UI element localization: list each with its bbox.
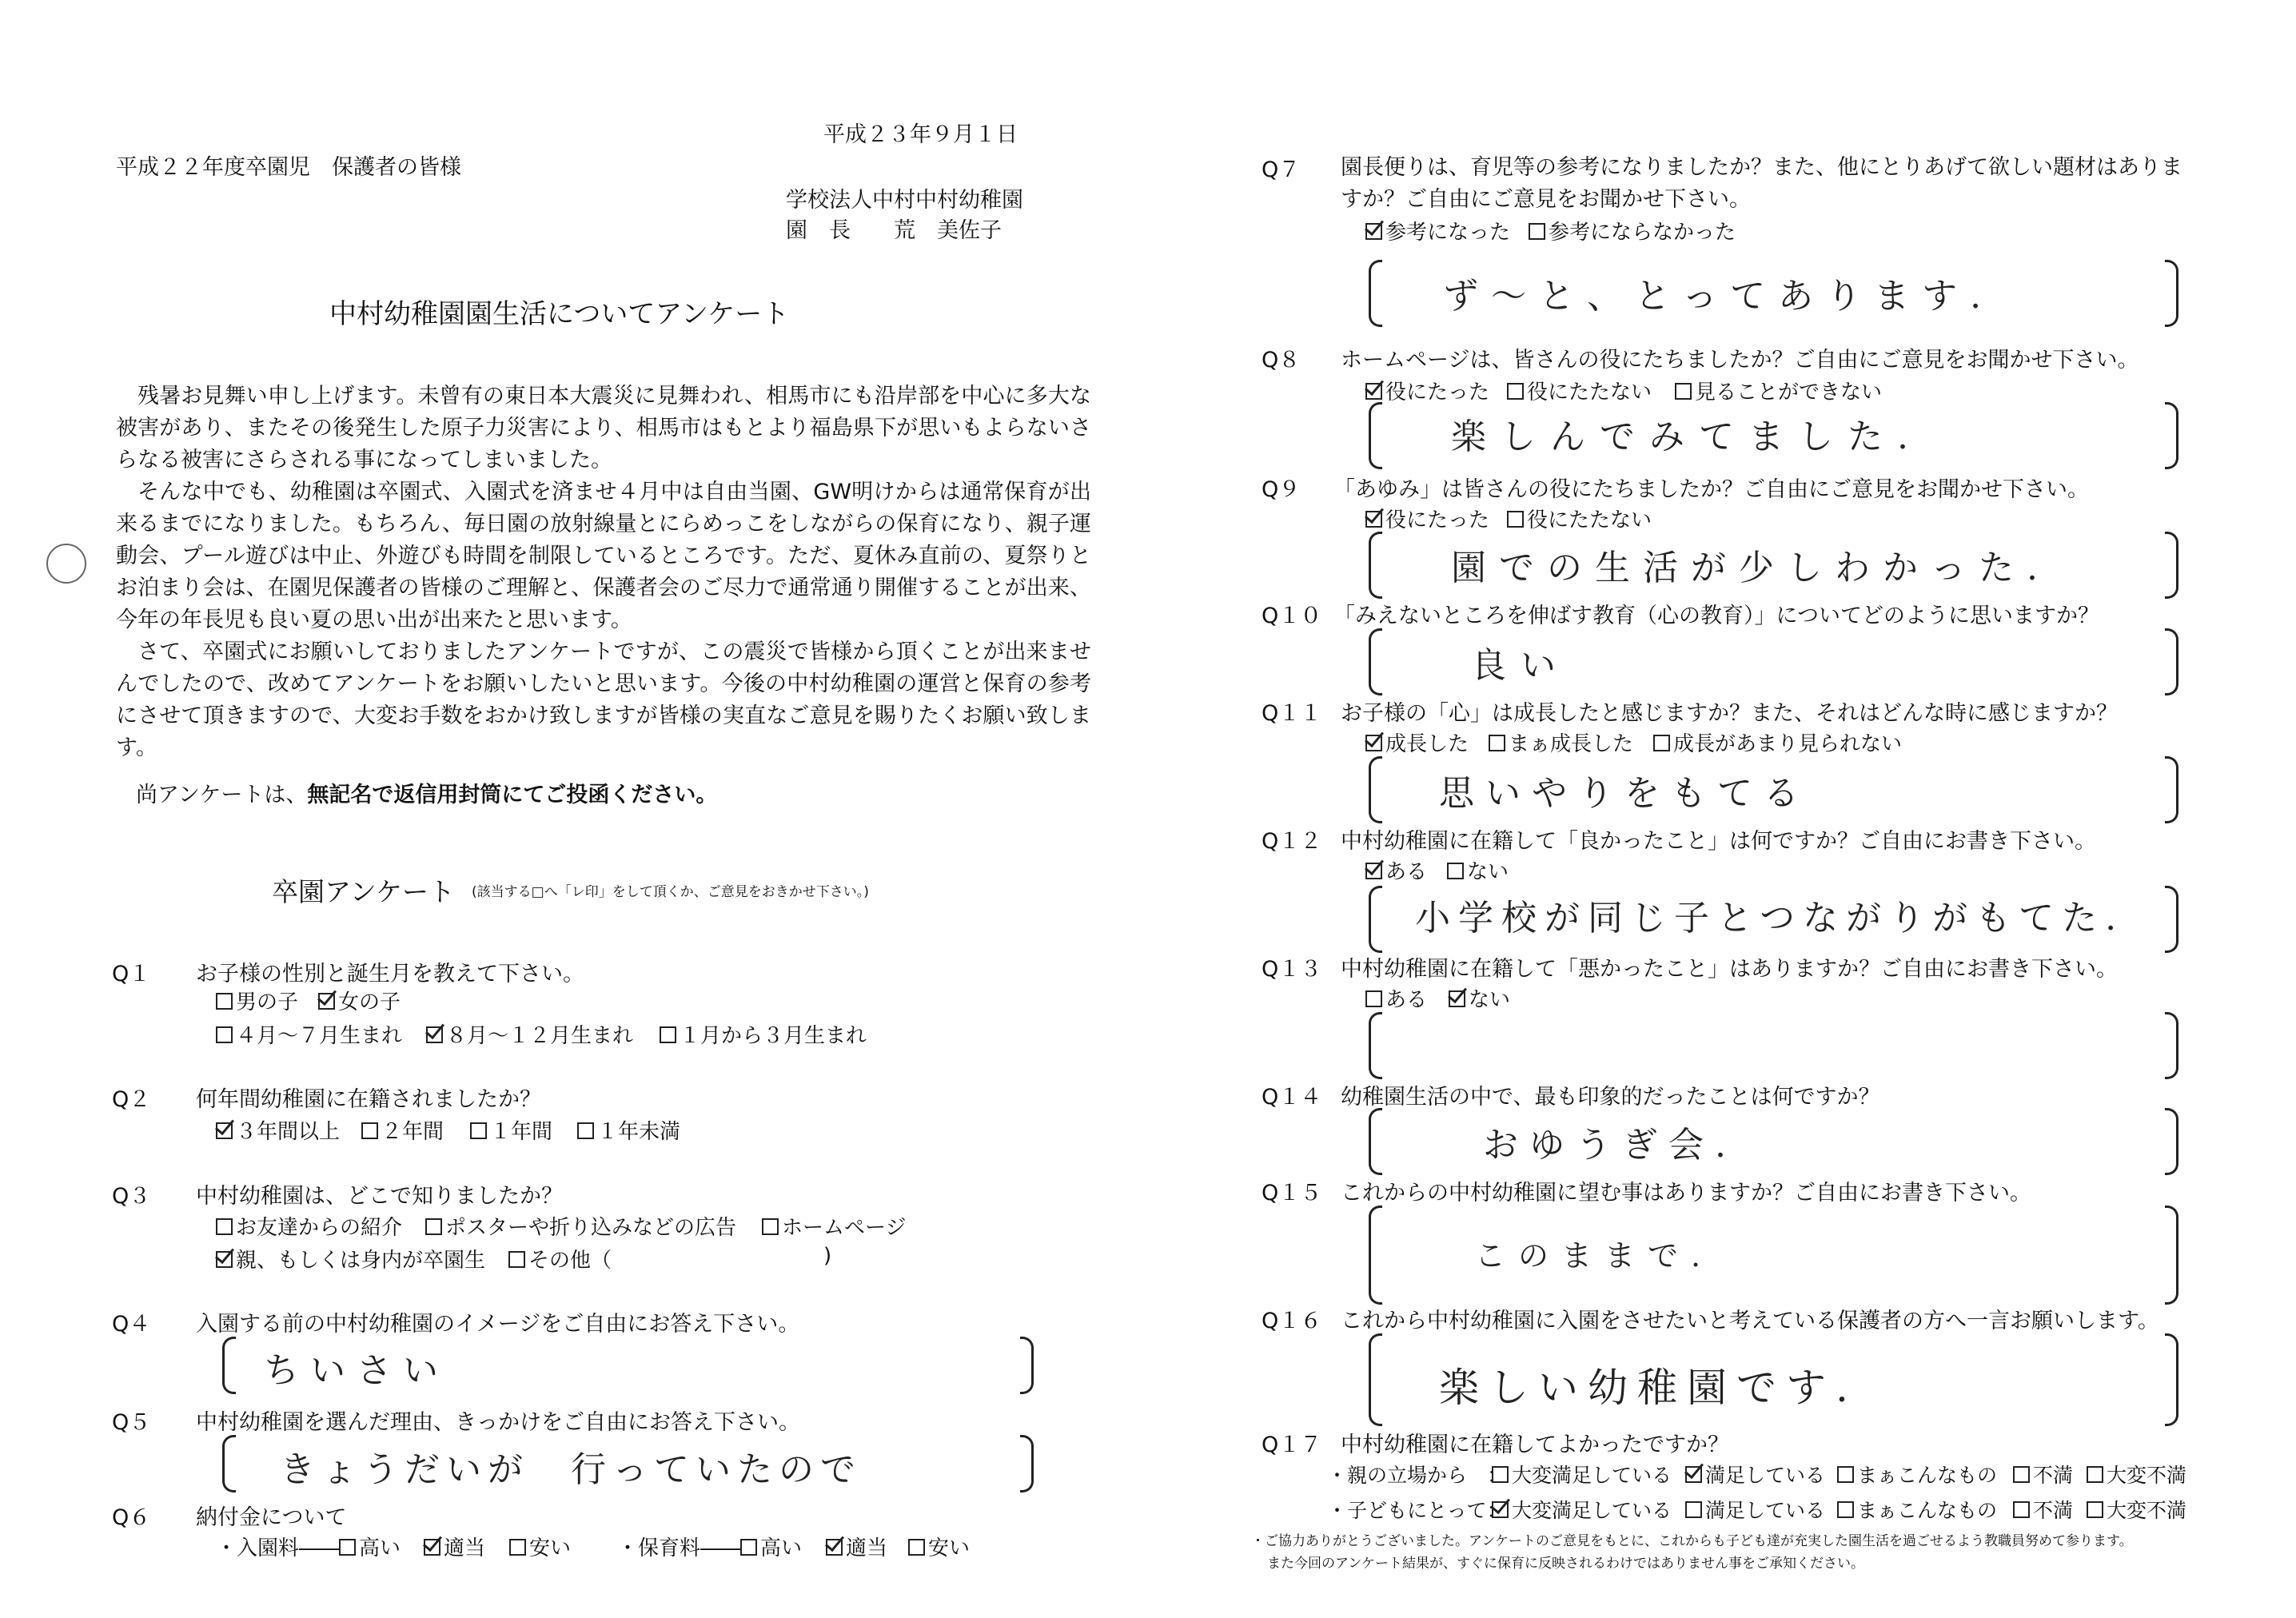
q13-bracket-right (2165, 1012, 2178, 1079)
q6-text: 納付金について (196, 1505, 347, 1530)
intro-paragraph-4 (136, 782, 717, 809)
q11-bracket-right (2165, 756, 2178, 823)
checkbox[interactable] (425, 1218, 442, 1235)
checkbox-checked[interactable] (1492, 1501, 1509, 1518)
q10-number: Q１０ (1262, 604, 1322, 628)
q10-bracket-right (2165, 628, 2178, 695)
checkbox[interactable] (509, 1539, 526, 1556)
q5-text: 中村幼稚園を選んだ理由、きっかけをご自由にお答え下さい。 (196, 1410, 800, 1435)
q4-bracket-left (222, 1337, 236, 1394)
punch-hole-mark (46, 544, 86, 584)
page-title: 中村幼稚園園生活についてアンケート (329, 298, 790, 330)
checkbox[interactable] (1675, 383, 1692, 400)
checkbox[interactable] (339, 1539, 356, 1556)
q13-number: Q１３ (1262, 957, 1322, 982)
q2-text: 何年間幼稚園に在籍されましたか？ (196, 1087, 541, 1112)
q4-answer[interactable]: ちいさい (264, 1350, 449, 1391)
q12-answer[interactable]: 小学校が同じ子とつながりがもてた. (1415, 898, 2125, 939)
survey-title: 卒園アンケート (272, 876, 456, 907)
q3-option-family[interactable]: 親、もしくは身内が卒園生 (216, 1244, 485, 1273)
intro-paragraph-2: そんな中でも、幼稚園は卒園式、入園式を済ませ４月中は自由当園、GW明けからは通常保育が出来るまでになりました。もちろん、毎日園の放射線量とにらめっこをしながらの保育になり、親子運動会、プール遊びは中止、外遊びも時間を制限しているところです。ただ、夏休み直前の、夏祭りとお泊まり会は、在園児保護者の皆様のご理解と、保護者会のご尽力で通常通り開催することが出来、今年の年長児も良い夏の思い出が出来たと思います。 (116, 480, 1091, 632)
q17-parent-unsatisfied[interactable]: 不満 (2013, 1460, 2073, 1488)
q5-bracket-left (222, 1435, 236, 1492)
q17-text: 中村幼稚園に在籍してよかったですか？ (1341, 1433, 1729, 1457)
q6-care-high[interactable]: 高い (740, 1532, 802, 1561)
q3-option-other-close: ) (823, 1244, 832, 1268)
checkbox[interactable] (740, 1539, 757, 1556)
q13-bracket-left (1369, 1012, 1382, 1079)
q12-text: 中村幼稚園に在籍して「良かったこと」は何ですか？ご自由にお書き下さい。 (1341, 829, 2096, 854)
q9-bracket-left (1369, 532, 1382, 599)
q7-bracket-right (2165, 260, 2178, 327)
q15-answer[interactable]: このままで. (1475, 1238, 1714, 1273)
q5-bracket-right (1020, 1435, 1034, 1492)
q3-text: 中村幼稚園は、どこで知りましたか？ (196, 1184, 563, 1209)
sender-org: 学校法人中村中村幼稚園 (786, 188, 1023, 213)
checkbox[interactable] (1447, 863, 1464, 879)
q17-child-very-satisfied[interactable]: 大変満足している (1492, 1495, 1672, 1524)
checkbox[interactable] (2013, 1466, 2030, 1483)
q16-answer[interactable]: 楽しい幼稚園です. (1439, 1365, 1858, 1411)
survey-note: (該当する□へ「レ印」をして頂くか、ご意見をおきかせ下さい。) (472, 884, 869, 900)
checkbox-checked[interactable] (216, 1251, 233, 1268)
checkbox[interactable] (216, 993, 233, 1010)
q17-parent-very-unsatisfied[interactable]: 大変不満 (2087, 1460, 2186, 1488)
q17-child-unsatisfied[interactable]: 不満 (2013, 1495, 2073, 1524)
checkbox[interactable] (1837, 1466, 1854, 1483)
checkbox[interactable] (2087, 1466, 2103, 1483)
checkbox[interactable] (1365, 990, 1382, 1007)
q17-parent-so-so[interactable]: まぁこんなもの (1837, 1460, 1997, 1488)
footer-line-1: ・ご協力ありがとうございました。アンケートのご意見をもとに、これからも子ども達が充実した園生活を過ごせるよう教職員努めて参ります。 (1251, 1533, 2133, 1549)
checkbox[interactable] (908, 1539, 925, 1556)
q4-number: Q４ (112, 1312, 151, 1337)
q11-number: Q１１ (1262, 701, 1322, 726)
q16-bracket-left (1369, 1333, 1382, 1426)
q13-option-no[interactable]: ない (1449, 983, 1510, 1013)
q15-bracket-left (1369, 1206, 1382, 1305)
q17-child-label: ・子どもにとって： (1327, 1499, 1507, 1522)
q12-bracket-right (2165, 886, 2178, 953)
q1-text: お子様の性別と誕生月を教えて下さい。 (196, 962, 584, 986)
q5-answer[interactable]: きょうだいが 行っていたので (280, 1449, 862, 1490)
q12-number: Q１２ (1262, 829, 1322, 854)
checkbox[interactable] (577, 1122, 594, 1139)
q6-number: Q６ (112, 1505, 151, 1530)
intro-paragraph-1: 残暑お見舞い申し上げます。未曾有の東日本大震災に見舞われ、相馬市にも沿岸部を中心に多大な被害があり、またその後発生した原子力災害により、相馬市はもとより福島県下が思いもよらないさらなる被害にさらされる事になってしまいました。 (116, 384, 1091, 472)
q9-number: Q９ (1262, 477, 1301, 502)
checkbox-checked[interactable] (1365, 383, 1382, 400)
q11-answer[interactable]: 思いやりをもてる (1439, 773, 1810, 814)
q7-option-helpful[interactable]: 参考になった (1365, 216, 1510, 245)
checkbox-checked[interactable] (1365, 223, 1382, 240)
q11-text: お子様の「心」は成長したと感じますか？また、それはどんな時に感じますか？ (1341, 701, 2118, 726)
checkbox-checked[interactable] (1449, 990, 1465, 1007)
q11-option-grew[interactable]: 成長した (1365, 727, 1469, 757)
q10-text: 「みえないところを伸ばす教育（心の教育）」についてどのように思いますか？ (1333, 604, 2099, 628)
q8-number: Q８ (1262, 348, 1301, 373)
checkbox[interactable] (1507, 383, 1524, 400)
q1-number: Q１ (112, 962, 151, 986)
q7-bracket-left (1369, 260, 1382, 327)
checkbox-checked[interactable] (826, 1539, 843, 1556)
intro-note: 尚アンケートは、 (136, 783, 308, 807)
date: 平成２３年９月１日 (823, 122, 1018, 147)
checkbox[interactable] (1529, 223, 1545, 240)
q17-number: Q１７ (1262, 1433, 1322, 1457)
q3-option-ad[interactable]: ポスターや折り込みなどの広告 (425, 1211, 736, 1241)
q1-option-jan-mar[interactable]: １月から３月生まれ (660, 1019, 867, 1049)
checkbox[interactable] (216, 1026, 233, 1043)
q8-text: ホームページは、皆さんの役にたちましたか？ご自由にご意見をお聞かせ下さい。 (1341, 348, 2139, 373)
q1-option-girl[interactable]: 女の子 (318, 986, 401, 1015)
checkbox[interactable] (361, 1122, 378, 1139)
checkbox[interactable] (762, 1218, 779, 1235)
q8-option-not-useful[interactable]: 役にたたない (1507, 376, 1652, 405)
q8-bracket-right (2165, 402, 2178, 469)
q9-option-not-useful[interactable]: 役にたたない (1507, 504, 1652, 533)
q16-text: これから中村幼稚園に入園をさせたいと考えている保護者の方へ一言お願いします。 (1341, 1309, 2159, 1333)
q8-bracket-left (1369, 402, 1382, 469)
checkbox-checked[interactable] (1365, 511, 1382, 528)
sender-person: 園 長 荒 美佐子 (786, 218, 1002, 243)
q15-number: Q１５ (1262, 1181, 1322, 1206)
q12-bracket-left (1369, 886, 1382, 953)
q3-option-friend[interactable]: お友達からの紹介 (216, 1211, 402, 1241)
q9-bracket-right (2165, 532, 2178, 599)
checkbox[interactable] (1489, 735, 1505, 751)
q11-option-somewhat[interactable]: まぁ成長した (1489, 727, 1633, 757)
q14-answer[interactable]: おゆうぎ会. (1483, 1125, 1737, 1166)
checkbox[interactable] (2087, 1501, 2103, 1518)
q17-child-so-so[interactable]: まぁこんなもの (1837, 1495, 1997, 1524)
checkbox[interactable] (1507, 511, 1524, 528)
q7-number: Q７ (1262, 157, 1301, 182)
q9-text: 「あゆみ」は皆さんの役にたちましたか？ご自由にご意見をお聞かせ下さい。 (1333, 477, 2089, 502)
q8-option-cannot-view[interactable]: 見ることができない (1675, 376, 1882, 405)
q2-option-lt1y[interactable]: １年未満 (577, 1115, 680, 1145)
q16-number: Q１６ (1262, 1309, 1322, 1333)
q12-option-yes[interactable]: ある (1365, 855, 1427, 885)
q17-child-very-unsatisfied[interactable]: 大変不満 (2087, 1495, 2186, 1524)
checkbox[interactable] (216, 1218, 233, 1235)
q1-option-boy[interactable]: 男の子 (216, 986, 298, 1015)
checkbox-checked[interactable] (216, 1122, 233, 1139)
q15-text: これからの中村幼稚園に望む事はありますか？ご自由にお書き下さい。 (1341, 1181, 2031, 1206)
checkbox-checked[interactable] (424, 1539, 440, 1556)
q2-number: Q２ (112, 1087, 151, 1112)
intro-paragraph-3: さて、卒園式にお願いしておりましたアンケートですが、この震災で皆様から頂くことが出来ませんでしたので、改めてアンケートをお願いしたいと思います。今後の中村幼稚園の運営と保育の参考にさせて頂きますので、大変お手数をおかけ致しますが皆様の実直なご意見を賜りたくお願い致します。 (116, 640, 1091, 760)
checkbox[interactable] (2013, 1501, 2030, 1518)
checkbox[interactable] (1837, 1501, 1854, 1518)
intro-note-bold: 無記名で返信用封筒にてご投函ください。 (307, 783, 718, 807)
q9-answer[interactable]: 園での生活が少しわかった. (1451, 548, 2051, 588)
q1-option-aug-dec[interactable]: ８月～１２月生まれ (426, 1019, 633, 1049)
checkbox-checked[interactable] (1365, 863, 1382, 879)
recipient: 平成２２年度卒園児 保護者の皆様 (116, 155, 461, 180)
q14-text: 幼稚園生活の中で、最も印象的だったことは何ですか？ (1341, 1085, 1880, 1110)
q14-number: Q１４ (1262, 1085, 1322, 1110)
checkbox[interactable] (1653, 735, 1670, 751)
q8-option-useful[interactable]: 役にたった (1365, 376, 1489, 405)
q17-parent-very-satisfied[interactable]: 大変満足している (1492, 1460, 1672, 1488)
q7-text: 園長便りは、育児等の参考になりましたか？また、他にとりあげて欲しい題材はありますか？ご自由にご意見をお聞かせ下さい。 (1341, 155, 2182, 212)
q4-bracket-right (1020, 1337, 1034, 1394)
checkbox-checked[interactable] (426, 1026, 443, 1043)
q17-parent-label: ・親の立場から ： (1327, 1464, 1508, 1487)
q6-care-fee-label: ・保育料―― (617, 1536, 743, 1560)
checkbox-checked[interactable] (1365, 735, 1382, 751)
q13-text: 中村幼稚園に在籍して「悪かったこと」はありますか？ご自由にお書き下さい。 (1341, 957, 2118, 982)
q9-option-useful[interactable]: 役にたった (1365, 504, 1489, 533)
q15-bracket-right (2165, 1206, 2178, 1305)
checkbox[interactable] (470, 1122, 487, 1139)
q1-option-apr-jul[interactable]: ４月～７月生まれ (216, 1019, 402, 1049)
q11-option-not-much[interactable]: 成長があまり見られない (1653, 727, 1902, 757)
q16-bracket-right (2165, 1333, 2178, 1426)
q7-option-not-helpful[interactable]: 参考にならなかった (1529, 216, 1736, 245)
q6-care-low[interactable]: 安い (908, 1532, 970, 1561)
q2-option-2y[interactable]: ２年間 (361, 1115, 444, 1145)
checkbox[interactable] (1685, 1501, 1702, 1518)
q8-answer[interactable]: 楽しんでみてました. (1451, 416, 1923, 457)
footer-line-2: また今回のアンケート結果が、すぐに保育に反映されるわけではありません事をご承知ください。 (1267, 1556, 1864, 1572)
checkbox-checked[interactable] (1685, 1466, 1702, 1483)
q3-number: Q３ (112, 1184, 151, 1209)
q17-child-satisfied[interactable]: 満足している (1685, 1495, 1825, 1524)
checkbox[interactable] (508, 1251, 525, 1268)
q6-care-fair[interactable]: 適当 (826, 1532, 887, 1561)
q4-text: 入園する前の中村幼稚園のイメージをご自由にお答え下さい。 (196, 1312, 800, 1337)
q6-entry-high[interactable]: 高い (339, 1532, 401, 1561)
q3-option-other[interactable]: その他（ (508, 1244, 612, 1273)
checkbox[interactable] (660, 1026, 676, 1043)
q2-option-3y[interactable]: ３年間以上 (216, 1115, 340, 1145)
q11-bracket-left (1369, 756, 1382, 823)
q5-number: Q５ (112, 1410, 151, 1435)
q3-option-homepage[interactable]: ホームページ (762, 1211, 906, 1241)
q14-bracket-left (1369, 1108, 1382, 1175)
q6-entry-fee-label: ・入園料―― (216, 1536, 341, 1560)
q10-answer[interactable]: 良い (1471, 645, 1570, 686)
q12-option-no[interactable]: ない (1447, 855, 1509, 885)
q7-answer[interactable]: ず～と、とってあります. (1443, 276, 1995, 317)
checkbox[interactable] (1492, 1466, 1509, 1483)
q10-bracket-left (1369, 628, 1382, 695)
q14-bracket-right (2165, 1108, 2178, 1175)
q6-entry-low[interactable]: 安い (509, 1532, 571, 1561)
q2-option-1y[interactable]: １年間 (470, 1115, 552, 1145)
checkbox-checked[interactable] (318, 993, 335, 1010)
q6-entry-fair[interactable]: 適当 (424, 1532, 485, 1561)
q13-option-yes[interactable]: ある (1365, 983, 1427, 1013)
q17-parent-satisfied[interactable]: 満足している (1685, 1460, 1825, 1488)
